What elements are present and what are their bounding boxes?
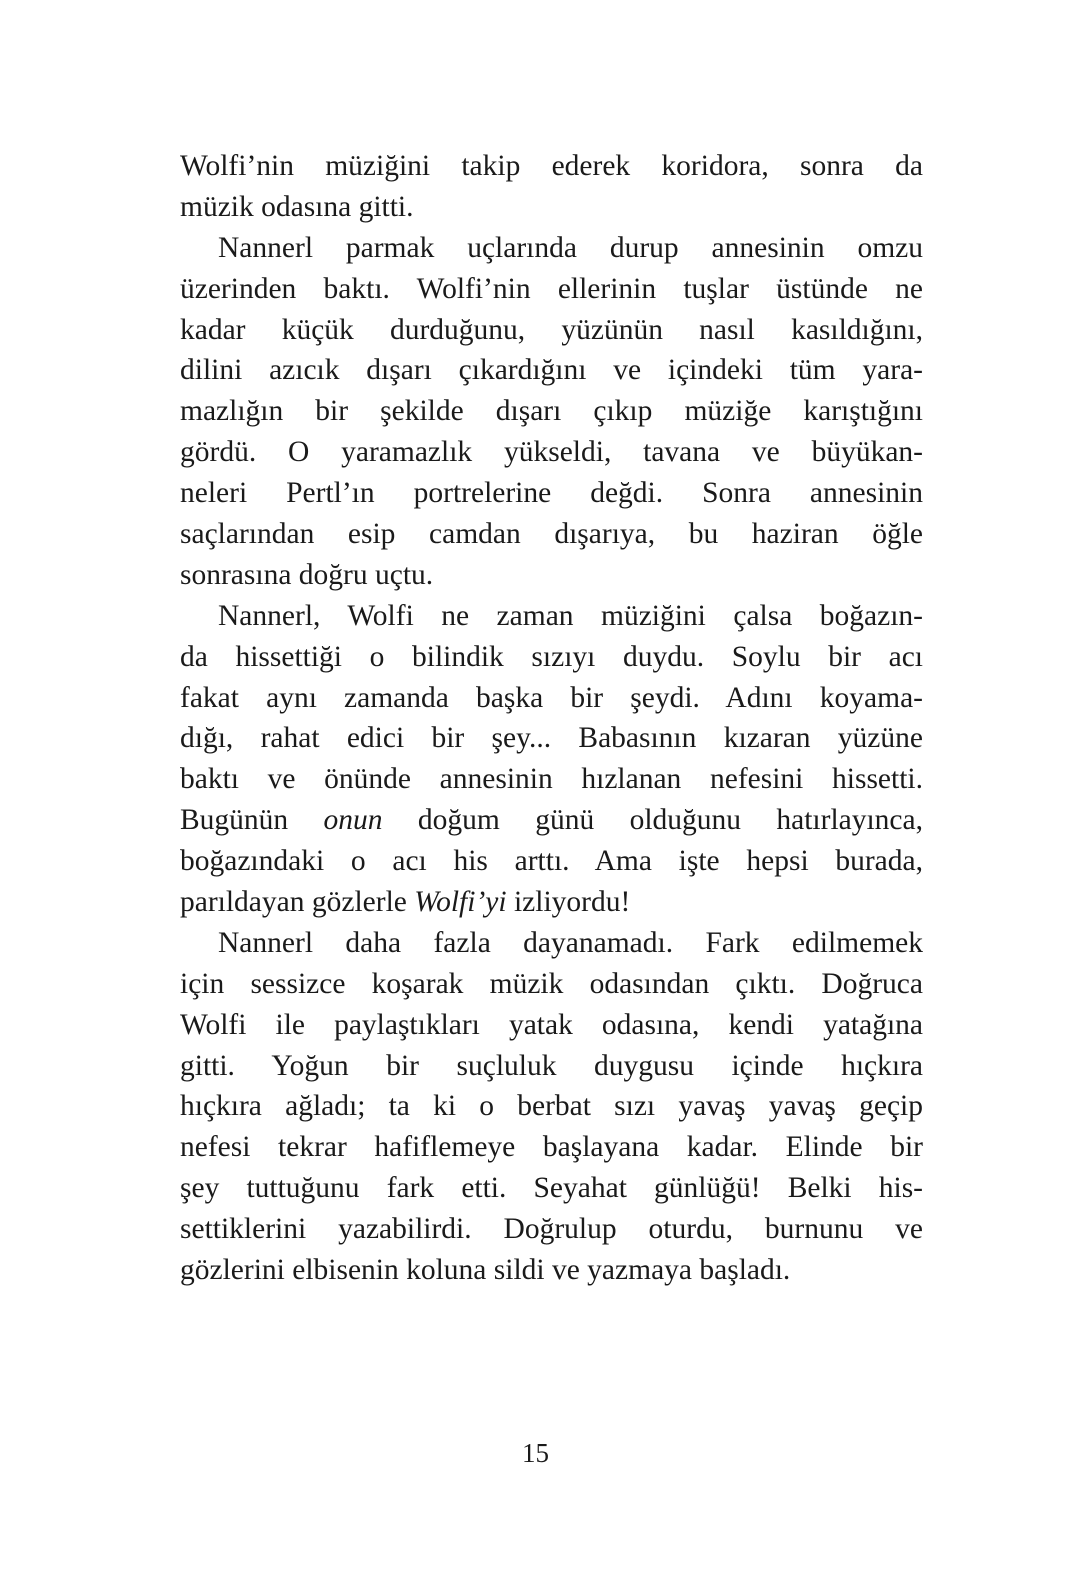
- text-line: saçlarından esip camdan dışarıya, bu haziran öğle: [180, 518, 923, 551]
- text-line: hıçkıra ağladı; ta ki o berbat sızı yavaş yavaş geçip: [180, 1090, 923, 1123]
- text-line: parıldayan gözlerle Wolfi’yi izliyordu!: [180, 886, 631, 919]
- text-line: neleri Pertl’ın portrelerine değdi. Sonra annesinin: [180, 477, 923, 510]
- text-line: Nannerl parmak uçlarında durup annesinin omzu: [218, 231, 923, 264]
- paragraph: [180, 596, 923, 923]
- text-line: baktı ve önünde annesinin hızlanan nefesini hissetti.: [180, 763, 923, 796]
- text-line: kadar küçük durduğunu, yüzünün nasıl kasıldığını,: [180, 313, 923, 346]
- text-line: sonrasına doğru uçtu.: [180, 558, 434, 591]
- italic-emphasis: Wolfi’yi: [414, 886, 507, 919]
- text-line: müzik odasına gitti.: [180, 190, 414, 223]
- text-line: mazlığın bir şekilde dışarı çıkıp müziğe karıştığını: [180, 395, 923, 428]
- text-line: settiklerini yazabilirdi. Doğrulup oturdu, burnunu ve: [180, 1213, 923, 1246]
- text-line: dilini azıcık dışarı çıkardığını ve içindeki tüm yara-: [180, 354, 923, 387]
- text-line: nefesi tekrar hafiflemeye başlayana kadar. Elinde bir: [180, 1131, 923, 1164]
- text-line: Nannerl daha fazla dayanamadı. Fark edilmemek: [218, 926, 923, 959]
- text-line: Bugünün onun doğum günü olduğunu hatırlayınca,: [180, 804, 923, 837]
- paragraph: [180, 146, 923, 228]
- italic-emphasis: onun: [323, 804, 383, 837]
- body-text: [180, 146, 923, 1291]
- text-line: için sessizce koşarak müzik odasından çıktı. Doğruca: [180, 967, 923, 1000]
- text-line: gitti. Yoğun bir suçluluk duygusu içinde hıçkıra: [180, 1049, 923, 1082]
- text-line: boğazındaki o acı his arttı. Ama işte hepsi burada,: [180, 845, 923, 878]
- text-line: Wolfi ile paylaştıkları yatak odasına, kendi yatağına: [180, 1008, 923, 1041]
- text-line: da hissettiği o bilindik sızıyı duydu. Soylu bir acı: [180, 640, 923, 673]
- text-line: üzerinden baktı. Wolfi’nin ellerinin tuşlar üstünde ne: [180, 272, 923, 305]
- text-line: şey tuttuğunu fark etti. Seyahat günlüğü! Belki his-: [180, 1172, 923, 1205]
- text-line: fakat aynı zamanda başka bir şeydi. Adını koyama-: [180, 681, 923, 714]
- text-line: Nannerl, Wolfi ne zaman müziğini çalsa boğazın-: [218, 599, 923, 632]
- text-line: Wolfi’nin müziğini takip ederek koridora, sonra da: [180, 150, 923, 182]
- text-line: gözlerini elbisenin koluna sildi ve yazmaya başladı.: [180, 1254, 791, 1287]
- text-line: gördü. O yaramazlık yükseldi, tavana ve büyükan-: [180, 436, 923, 469]
- paragraph: [180, 923, 923, 1291]
- text-line: dığı, rahat edici bir şey... Babasının kızaran yüzüne: [180, 722, 923, 755]
- page-number: 15: [522, 1438, 549, 1468]
- paragraph: [180, 228, 923, 596]
